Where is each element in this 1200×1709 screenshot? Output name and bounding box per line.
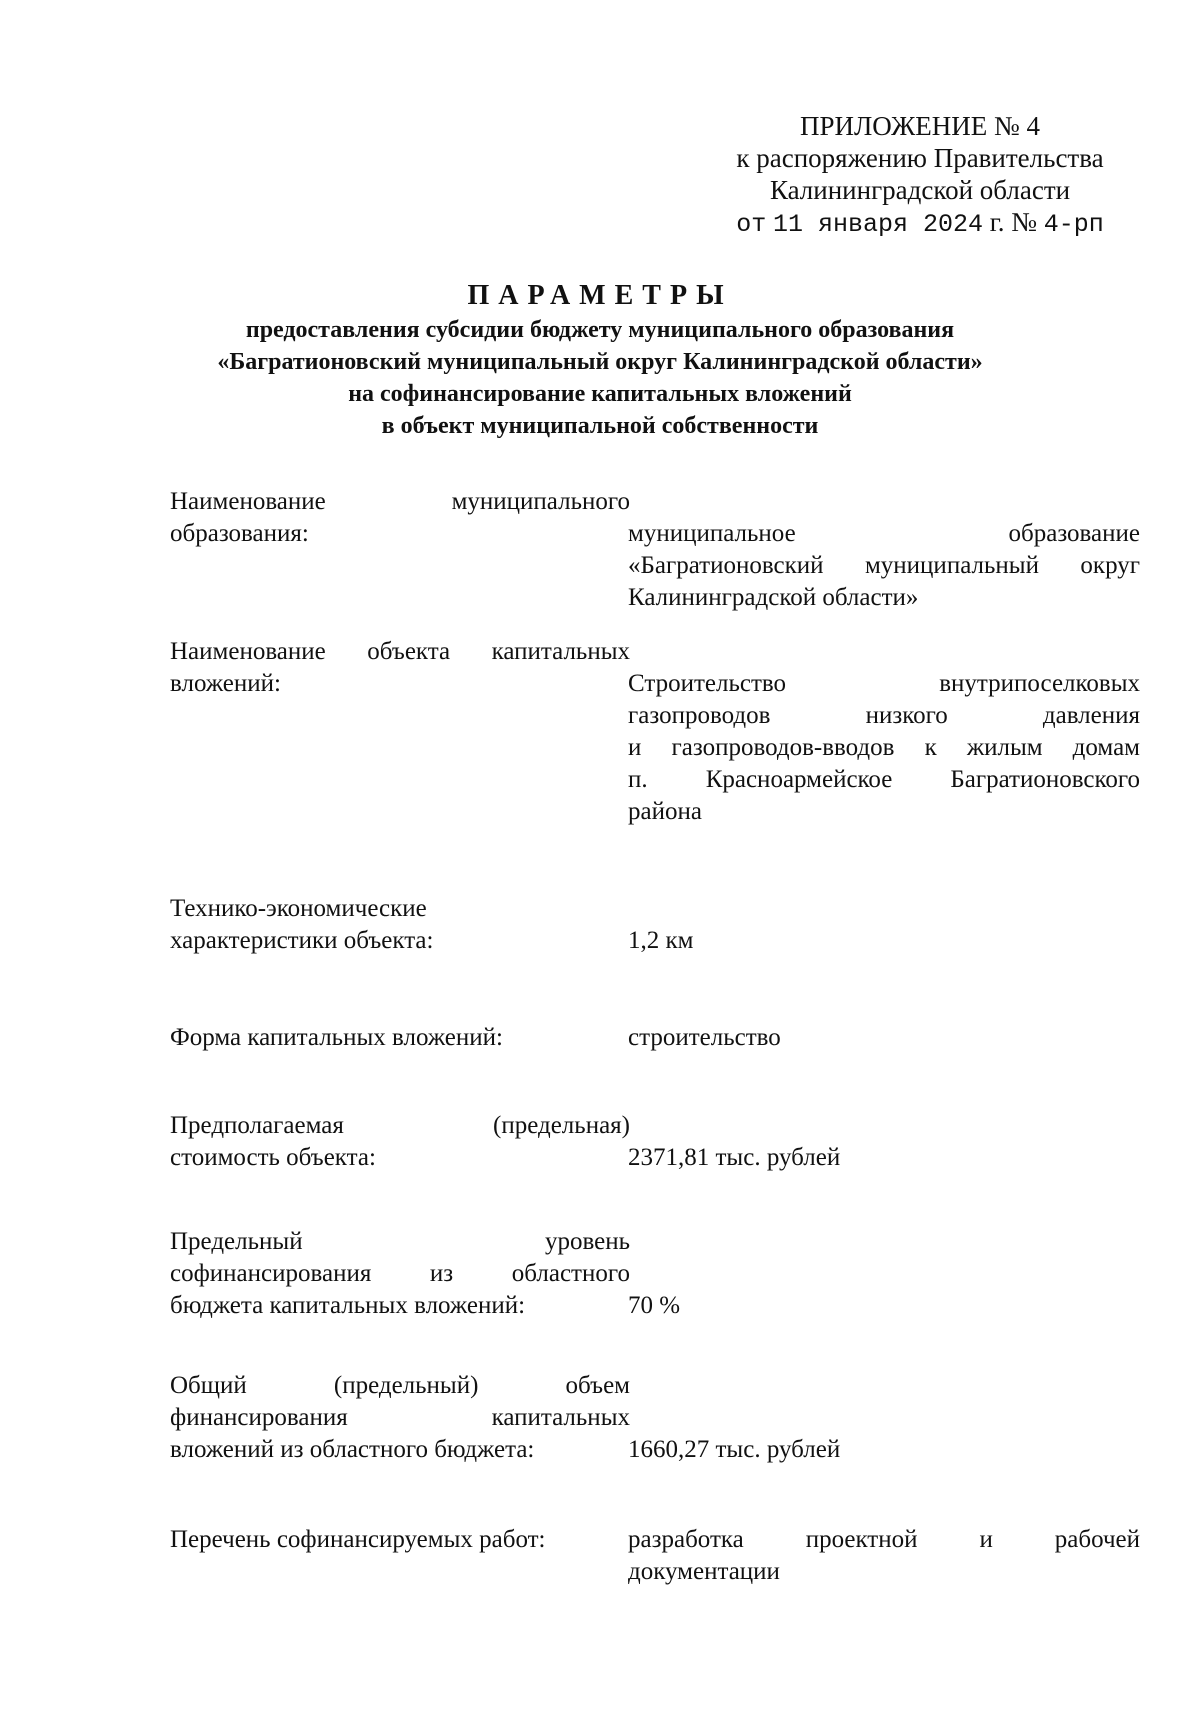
- label-line: Наименование объекта капитальных: [170, 638, 630, 665]
- value-line: газопроводов низкого давления: [628, 702, 1140, 729]
- value-line: «Багратионовский муниципальный округ: [628, 552, 1140, 579]
- label-line: Предельный уровень: [170, 1228, 630, 1255]
- label-line: характеристики объекта:: [170, 927, 434, 954]
- field-value-municipality: [628, 518, 1140, 614]
- label-line: Общий (предельный) объем: [170, 1372, 630, 1399]
- field-value-works: [628, 1524, 1140, 1588]
- title-heading: ПАРАМЕТРЫ: [467, 280, 733, 311]
- label-line: Перечень софинансируемых работ:: [170, 1526, 546, 1553]
- title-line-4: в объект муниципальной собственности: [381, 413, 819, 439]
- label-line: софинансирования из областного: [170, 1260, 630, 1287]
- title-line-3: на софинансирование капитальных вложений: [348, 381, 852, 407]
- field-label-cofinancing-level: [170, 1226, 630, 1322]
- title-line-1: предоставления субсидии бюджету муниципального образования: [245, 317, 955, 343]
- field-label-form: [170, 1022, 630, 1054]
- value-line: п. Красноармейское Багратионовского: [628, 766, 1140, 793]
- date-value: 11 января 2024: [772, 210, 983, 239]
- appendix-order: к распоряжению Правительства: [736, 143, 1104, 173]
- value-line: Калининградской области»: [628, 584, 919, 611]
- appendix-region: Калининградской области: [769, 175, 1071, 205]
- field-label-works: [170, 1524, 630, 1556]
- label-line: Наименование муниципального: [170, 488, 630, 515]
- field-value-form: [628, 1022, 1140, 1054]
- date-mid: г. №: [989, 207, 1038, 237]
- field-label-cost: [170, 1110, 630, 1174]
- field-label-municipality: [170, 486, 630, 550]
- field-value-object: [628, 668, 1140, 828]
- label-line: стоимость объекта:: [170, 1144, 376, 1171]
- field-label-object: [170, 636, 630, 700]
- appendix-number: ПРИЛОЖЕНИЕ № 4: [799, 111, 1041, 141]
- label-line: финансирования капитальных: [170, 1404, 630, 1431]
- label-line: вложений:: [170, 670, 281, 697]
- value-line: района: [628, 798, 702, 825]
- value-line: 2371,81 тыс. рублей: [628, 1144, 841, 1171]
- label-line: Предполагаемая (предельная): [170, 1112, 630, 1139]
- appendix-date: [690, 206, 1150, 241]
- field-label-total-financing: [170, 1370, 630, 1466]
- value-line: 70 %: [628, 1292, 681, 1319]
- value-line: 1,2 км: [628, 927, 694, 954]
- date-prefix: от: [736, 210, 767, 239]
- value-line: 1660,27 тыс. рублей: [628, 1436, 841, 1463]
- document-title: [160, 278, 1040, 442]
- value-line: разработка проектной и рабочей: [628, 1526, 1140, 1553]
- field-value-total-financing: [628, 1434, 1140, 1466]
- label-line: бюджета капитальных вложений:: [170, 1292, 526, 1319]
- field-value-cost: [628, 1142, 1140, 1174]
- label-line: Форма капитальных вложений:: [170, 1024, 503, 1051]
- appendix-header: [690, 110, 1150, 241]
- label-line: Технико-экономические: [170, 895, 427, 922]
- field-label-characteristics: [170, 893, 630, 957]
- value-line: Строительство внутрипоселковых: [628, 670, 1140, 697]
- value-line: муниципальное образование: [628, 520, 1140, 547]
- label-line: вложений из областного бюджета:: [170, 1436, 535, 1463]
- title-line-2: «Багратионовский муниципальный округ Калининградской области»: [217, 349, 983, 375]
- field-value-cofinancing-level: [628, 1290, 1140, 1322]
- value-line: и газопроводов-вводов к жилым домам: [628, 734, 1140, 761]
- value-line: строительство: [628, 1024, 781, 1051]
- order-number: 4-рп: [1043, 210, 1104, 239]
- field-value-characteristics: [628, 925, 1140, 957]
- value-line: документации: [628, 1558, 780, 1585]
- label-line: образования:: [170, 520, 309, 547]
